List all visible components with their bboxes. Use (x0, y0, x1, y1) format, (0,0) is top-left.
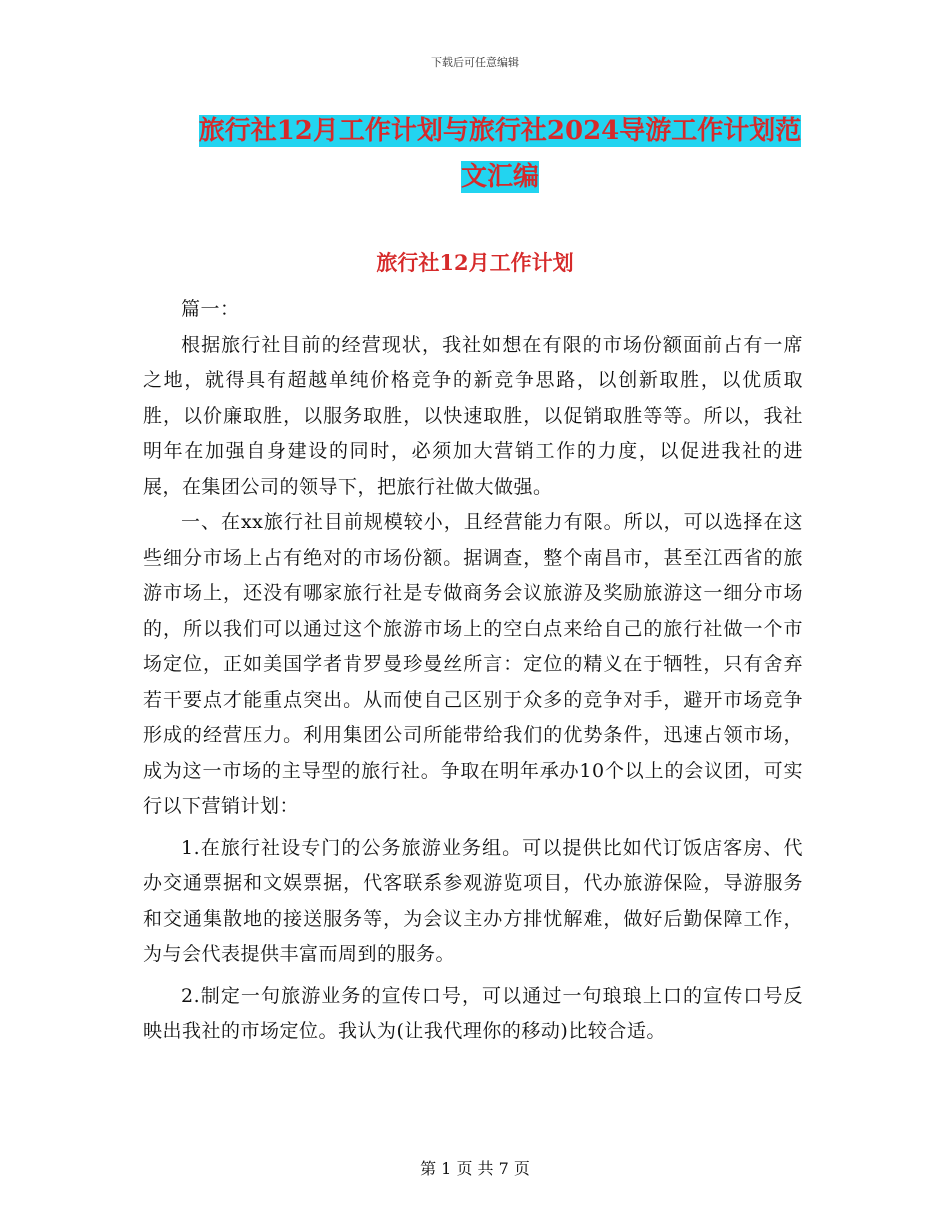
page-footer: 第 1 页 共 7 页 (420, 1159, 530, 1178)
document-title-line-1: 旅行社12月工作计划与旅行社2024导游工作计划范 (198, 116, 802, 146)
document-title-line-2: 文汇编 (460, 162, 539, 192)
paragraph-label: 篇一： (181, 298, 240, 320)
paragraph-intro: 根据旅行社目前的经营现状，我社如想在有限的市场份额面前占有一席之地，就得具有超越单纯价格竞争的新竞争思路，以创新取胜，以优质取胜，以价廉取胜，以服务取胜，以快速取胜，以促销取胜等等。所以，我社明年在加强自身建设的同时，必须加大营销工作的力度，以促进我社的进展，在集团公司的领导下，把旅行社做大做强。 (143, 333, 803, 498)
paragraph-section-one: 一、在xx旅行社目前规模较小，且经营能力有限。所以，可以选择在这些细分市场上占有绝对的市场份额。据调查，整个南昌市，甚至江西省的旅游市场上，还没有哪家旅行社是专做商务会议旅游及奖励旅游这一细分市场的，所以我们可以通过这个旅游市场上的空白点来给自己的旅行社做一个市场定位，正如美国学者肯罗曼珍曼丝所言：定位的精义在于牺牲，只有舍弃若干要点才能重点突出。从而使自己区别于众多的竞争对手，避开市场竞争形成的经营压力。利用集团公司所能带给我们的优势条件，迅速占领市场，成为这一市场的主导型的旅行社。争取在明年承办10个以上的会议团，可实行以下营销计划： (143, 511, 803, 817)
paragraph-item-1: 1.在旅行社设专门的公务旅游业务组。可以提供比如代订饭店客房、代办交通票据和文娱票据，代客联系参观游览项目，代办旅游保险，导游服务和交通集散地的接送服务等，为会议主办方排忧解难，做好后勤保障工作，为与会代表提供丰富而周到的服务。 (143, 836, 803, 965)
document-title (140, 108, 860, 200)
section-heading: 旅行社12月工作计划 (376, 250, 574, 275)
document-body (143, 292, 803, 1050)
page-header-note: 下载后可任意编辑 (431, 56, 519, 69)
paragraph-item-2: 2.制定一句旅游业务的宣传口号，可以通过一句琅琅上口的宣传口号反映出我社的市场定位。我认为(让我代理你的移动)比较合适。 (143, 984, 803, 1042)
